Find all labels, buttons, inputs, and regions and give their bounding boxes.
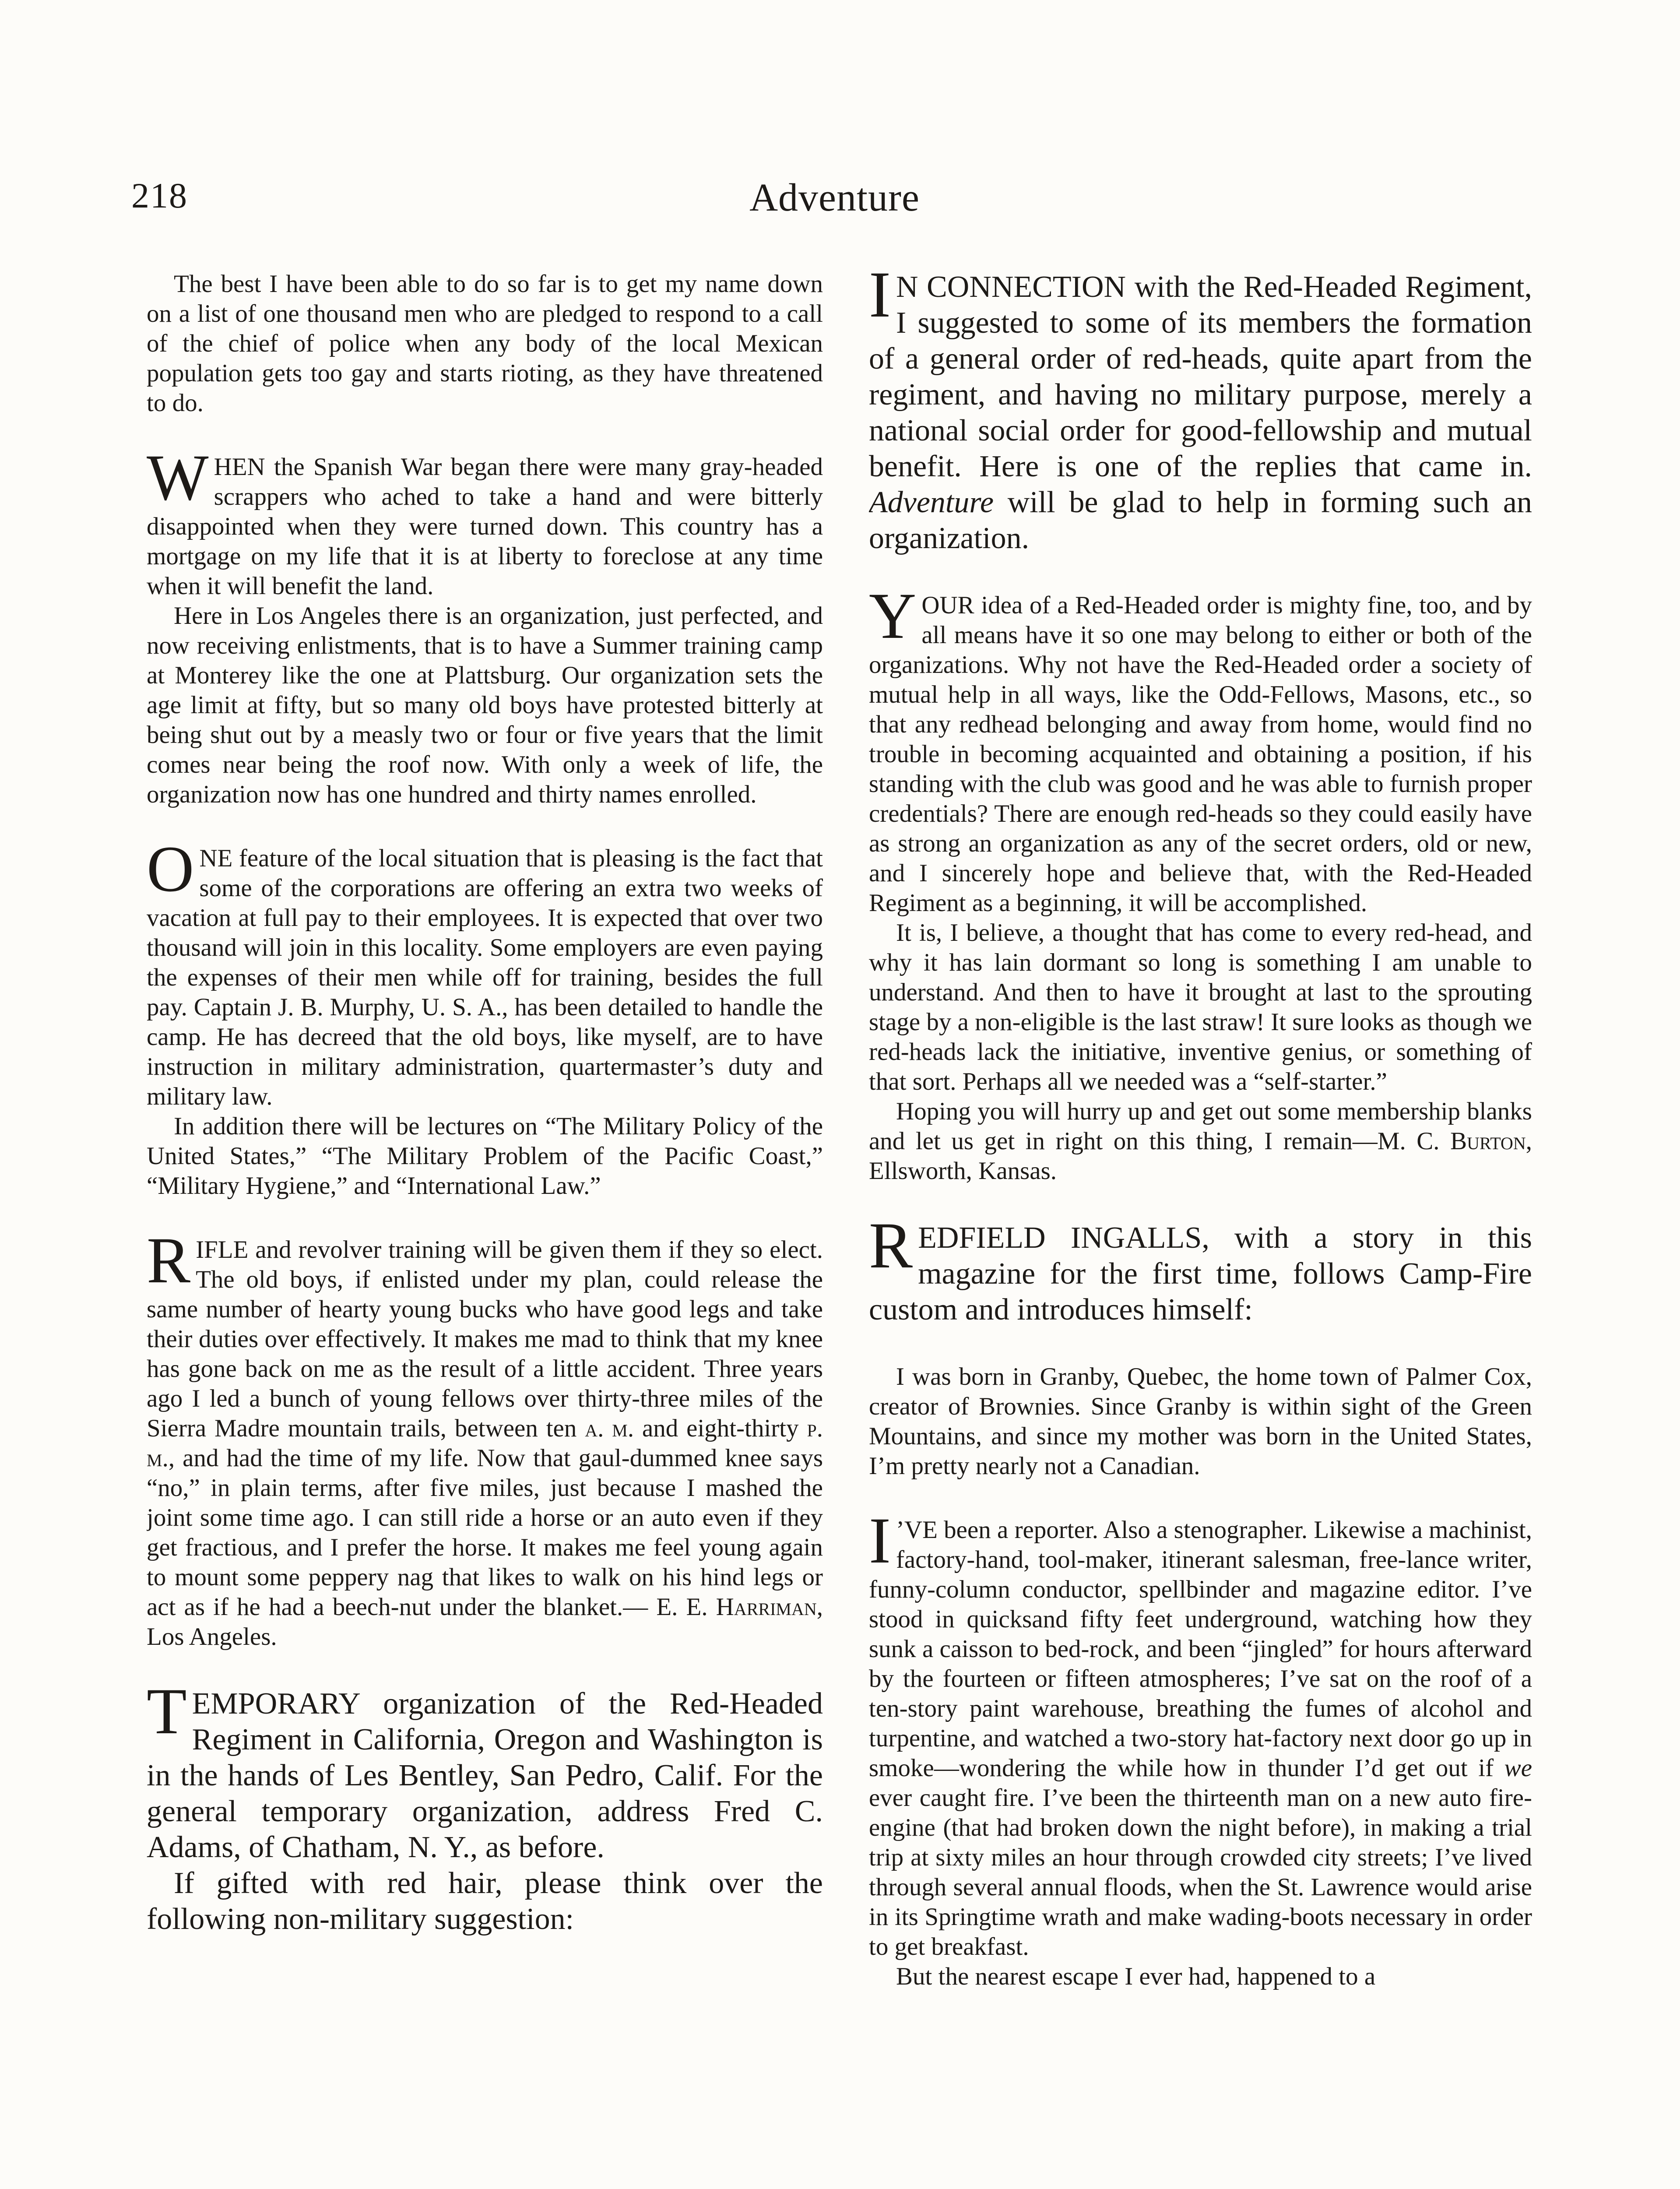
- signature-name: E. E. Harriman: [656, 1593, 817, 1621]
- signature-name: M. C. Burton: [1377, 1127, 1526, 1155]
- drop-cap: O: [147, 833, 194, 905]
- paragraph: Hoping you will hurry up and get out some membership blanks and let us get in right on this thing, I remain—M. C. Burton, Ellsworth, Kansas.: [869, 1098, 1532, 1185]
- paragraph: It is, I believe, a thought that has come to every red-head, and why it has lain dormant so long is something I am unable to understand. And then to have it brought at last to the sprouting stage by a non-eligible is the last straw! It sure looks as though we red-heads lack the initiative, inventive genius, or something of that sort. Perhaps all we needed was a “self-starter.”: [869, 919, 1532, 1095]
- paragraph: Here in Los Angeles there is an organization, just perfected, and now receiving enlistments, that is to have a Summer training camp at Monterey like the one at Plattsburg. Our organization sets the age limit at fifty, but so many old boys have protested bitterly at being shut out by a measly two or four or five years that the limit comes near being the roof now. With only a week of life, the organization now has one hundred and thirty names enrolled.: [147, 602, 823, 808]
- paragraph: The best I have been able to do so far is to get my name down on a list of one thousand men who are pledged to respond to a call of the chief of police when any body of the local Mexican population gets too gay and starts rioting, as they have threatened to do.: [147, 270, 823, 417]
- editorial-paragraph: I N CONNECTION with the Red-Headed Regiment, I suggested to some of its members the formation of a general order of red-heads, quite apart from the regiment, and having no military purpose, merely a national social order for good-fellowship and mutual benefit. Here is one of the replies that came in. Adventure will be glad to help in forming such an organization.: [869, 269, 1532, 555]
- paragraph: WHEN the Spanish War began there were many gray-headed scrappers who ached to take a hand and were bitterly disappointed when they were turned down. This country has a mortgage on my life that it is at liberty to foreclose at any time when it will benefit the land.: [147, 441, 823, 600]
- left-column: [147, 269, 823, 2189]
- right-column: [869, 269, 1532, 2189]
- drop-cap: R: [869, 1209, 913, 1282]
- drop-cap: I: [869, 269, 891, 331]
- page-number: 218: [131, 176, 188, 215]
- paragraph: RIFLE and revolver training will be given them if they so elect. The old boys, if enlisted under my plan, could release the same number of hearty young bucks who have good legs and take their duties over effectively. It makes me mad to think that my knee has gone back on me as the result of a little accident. Three years ago I led a bunch of young fellows over thirty-three miles of the Sierra Madre mountain trails, between ten a. m. and eight-thirty p. m., and had the time of my life. Now that gaul-dummed knee says “no,” in plain terms, after five miles, just because I mashed the joint some time ago. I can still ride a horse or an auto even if they get fractious, and I prefer the horse. It makes me feel young again to mount some peppery nag that likes to walk on his hind legs or act as if he had a beech-nut under the blanket.— E. E. Harriman, Los Angeles.: [147, 1224, 823, 1651]
- editorial-paragraph: REDFIELD INGALLS, with a story in this magazine for the first time, follows Camp-Fire custom and introduces himself:: [869, 1209, 1532, 1327]
- paragraph: In addition there will be lectures on “The Military Policy of the United States,” “The Military Problem of the Pacific Coast,” “Military Hygiene,” and “International Law.”: [147, 1112, 823, 1200]
- editorial-paragraph: If gifted with red hair, please think over the following non-military suggestion:: [147, 1866, 823, 1936]
- paragraph: ONE feature of the local situation that is pleasing is the fact that some of the corporations are offering an extra two weeks of vacation at full pay to their employees. It is expected that over two thousand will join in this locality. Some employers are even paying the expenses of their men while off for training, besides the full pay. Captain J. B. Murphy, U. S. A., has been detailed to handle the camp. He has decreed that the old boys, like myself, are to have instruction in military administration, quartermaster’s duty and military law.: [147, 833, 823, 1110]
- drop-cap: Y: [869, 580, 917, 652]
- drop-cap: I: [869, 1504, 891, 1577]
- drop-cap: R: [147, 1224, 191, 1297]
- paragraph: I was born in Granby, Quebec, the home town of Palmer Cox, creator of Brownies. Since Granby is within sight of the Green Mountains, and since my mother was born in the United States, I’m pretty nearly not a Canadian.: [869, 1363, 1532, 1480]
- running-title: Adventure: [749, 176, 920, 219]
- paragraph: YOUR idea of a Red-Headed order is mighty fine, too, and by all means have it so one may belong to either or both of the organizations. Why not have the Red-Headed order a society of mutual help in all ways, like the Odd-Fellows, Masons, etc., so that any redhead belonging and away from home, would find no trouble in becoming acquainted and obtaining a position, if his standing with the club was good and he was able to furnish proper credentials? There are enough red-heads so they could easily have as strong an organization as any of the secret orders, old or new, and I sincerely hope and believe that, with the Red-Headed Regiment as a beginning, it will be accomplished.: [869, 580, 1532, 917]
- drop-cap: T: [147, 1675, 187, 1748]
- paragraph: But the nearest escape I ever had, happened to a: [896, 1963, 1376, 1990]
- editorial-paragraph: TEMPORARY organization of the Red-Headed Regiment in California, Oregon and Washington is in the hands of Les Bentley, San Pedro, Calif. For the general temporary organization, address Fred C. Adams, of Chatham, N. Y., as before.: [147, 1675, 823, 1864]
- page-header: [131, 175, 1538, 232]
- paragraph: I ’VE been a reporter. Also a stenographer. Likewise a machinist, factory-hand, tool-maker, itinerant salesman, free-lance writer, funny-column conductor, spellbinder and magazine editor. I’ve stood in quicksand fifty feet underground, watching how they sunk a caisson to bed-rock, and been “jingled” for hours afterward by the fourteen or fifteen atmospheres; I’ve sat on the roof of a ten-story paint warehouse, breathing the fumes of alcohol and turpentine, and watched a two-story hat-factory next door go up in smoke—wondering the while how in thunder I’d get out if we ever caught fire. I’ve been the thirteenth man on a new auto fire-engine (that had broken down the night before), in making a trial trip at sixty miles an hour through crowded city streets; I’ve lived through several annual floods, when the St. Lawrence would arise in its Springtime wrath and make wading-boots necessary in order to get breakfast.: [869, 1504, 1532, 1960]
- drop-cap: W: [147, 441, 209, 514]
